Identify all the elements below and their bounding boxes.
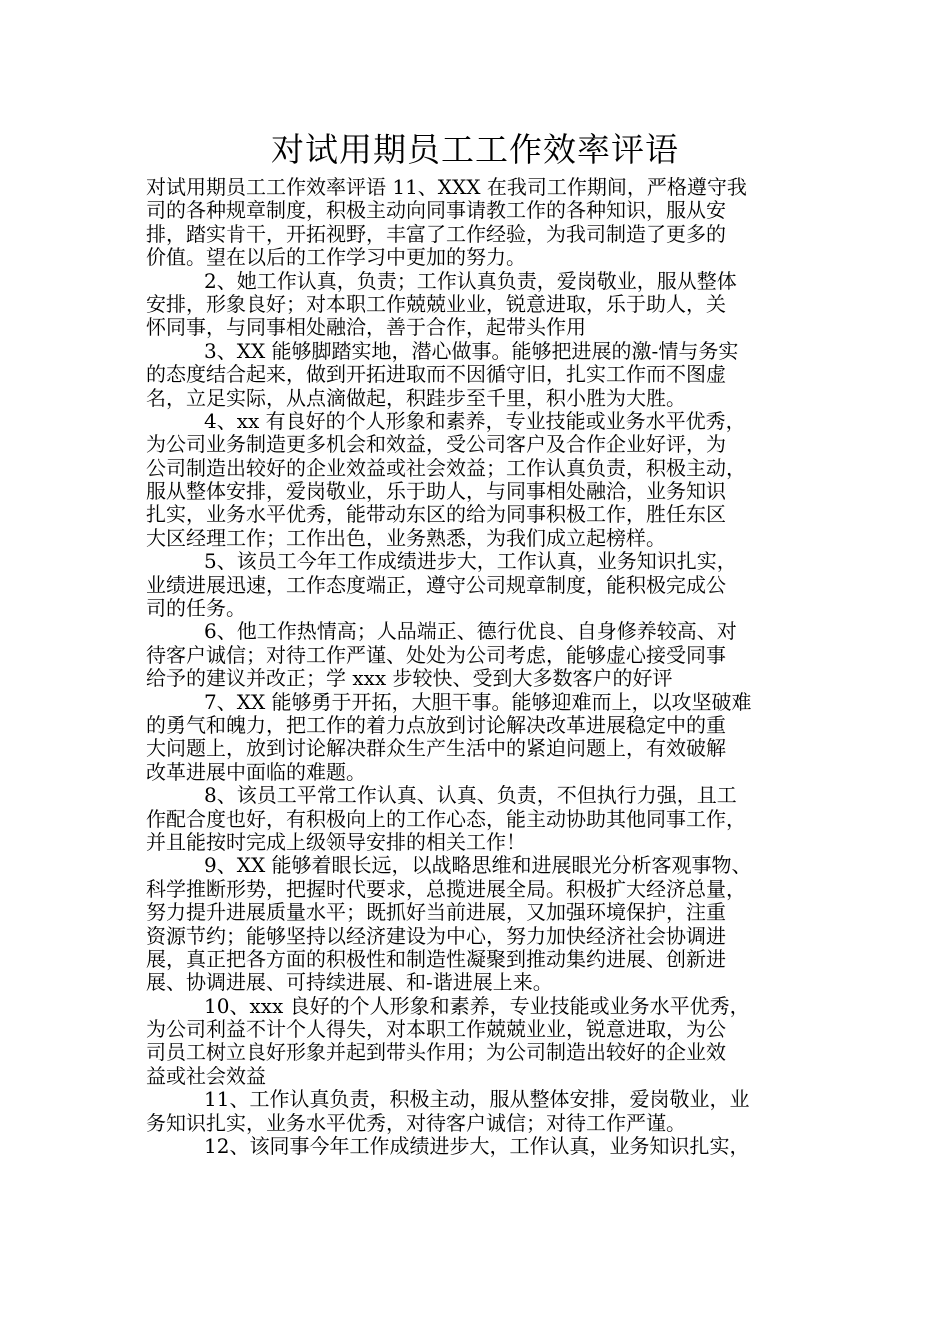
paragraph-line: 公司制造出较好的企业效益或社会效益；工作认真负责，积极主动，	[146, 455, 746, 480]
paragraph-line: 大问题上，放到讨论解决群众生产生活中的紧迫问题上，有效破解	[146, 736, 726, 761]
paragraph-line: 为公司业务制造更多机会和效益，受公司客户及合作企业好评，为	[146, 432, 726, 457]
paragraph	[146, 784, 812, 854]
paragraph-line: 8、该员工平常工作认真、认真、负责，不但执行力强，且工	[204, 783, 737, 808]
paragraph-line: 给予的建议并改正；学 xxx 步较快、受到大多数客户的好评	[146, 666, 673, 691]
paragraph-line: 名，立足实际，从点滴做起，积跬步至千里，积小胜为大胜。	[146, 385, 686, 410]
paragraph-line: 6、他工作热情高；人品端正、德行优良、自身修养较高、对	[204, 619, 737, 644]
paragraph-line: 4、xx 有良好的个人形象和素养，专业技能或业务水平优秀，	[204, 408, 746, 433]
paragraph-line: 为公司利益不计个人得失，对本职工作兢兢业业，锐意进取，为公	[146, 1017, 726, 1042]
paragraph-line: 努力提升进展质量水平；既抓好当前进展，又加强环境保护，注重	[146, 900, 726, 925]
paragraph	[146, 340, 812, 410]
paragraph-line: 2、她工作认真，负责；工作认真负责，爱岗敬业，服从整体	[204, 268, 737, 293]
paragraph-line: 的勇气和魄力，把工作的着力点放到讨论解决改革进展稳定中的重	[146, 712, 726, 737]
paragraph-line: 务知识扎实，业务水平优秀，对待客户诚信；对待工作严谨。	[146, 1110, 686, 1135]
paragraph-line: 业绩进展迅速，工作态度端正，遵守公司规章制度，能积极完成公	[146, 572, 726, 597]
paragraph	[146, 550, 812, 620]
paragraph	[146, 410, 812, 550]
paragraph	[146, 1135, 812, 1158]
paragraph-line: 作配合度也好，有积极向上的工作心态，能主动协助其他同事工作，	[146, 806, 746, 831]
paragraph-line: 3、XX 能够脚踏实地，潜心做事。能够把进展的激-情与务实	[204, 338, 739, 363]
paragraph	[146, 620, 812, 690]
paragraph-line: 安排，形象良好；对本职工作兢兢业业，锐意进取，乐于助人，关	[146, 291, 726, 316]
paragraph-line: 10、xxx 良好的个人形象和素养，专业技能或业务水平优秀，	[204, 993, 750, 1018]
document-body	[146, 176, 812, 1158]
paragraph-line: 的态度结合起来，做到开拓进取而不因循守旧，扎实工作而不图虚	[146, 362, 726, 387]
paragraph-line: 7、XX 能够勇于开拓，大胆干事。能够迎难而上，以攻坚破难	[204, 689, 752, 714]
paragraph	[146, 854, 812, 994]
paragraph-line: 12、该同事今年工作成绩进步大，工作认真，业务知识扎实，	[204, 1134, 750, 1159]
paragraph-line: 并且能按时完成上级领导安排的相关工作！	[146, 829, 526, 854]
paragraph-line: 大区经理工作；工作出色，业务熟悉，为我们成立起榜样。	[146, 525, 666, 550]
document-title: 对试用期员工工作效率评语	[271, 130, 679, 169]
paragraph-line: 对试用期员工工作效率评语 11、XXX 在我司工作期间，严格遵守我	[146, 175, 747, 199]
paragraph-line: 司的各种规章制度，积极主动向同事请教工作的各种知识，服从安	[146, 198, 726, 223]
paragraph-line: 服从整体安排，爱岗敬业，乐于助人，与同事相处融洽，业务知识	[146, 479, 726, 504]
paragraph-line: 11、工作认真负责，积极主动，服从整体安排，爱岗敬业，业	[204, 1087, 750, 1112]
paragraph-line: 待客户诚信；对待工作严谨、处处为公司考虑，能够虚心接受同事	[146, 642, 726, 667]
paragraph-line: 益或社会效益	[146, 1063, 266, 1088]
paragraph-line: 价值。望在以后的工作学习中更加的努力。	[146, 245, 526, 270]
paragraph-line: 司员工树立良好形象并起到带头作用；为公司制造出较好的企业效	[146, 1040, 726, 1065]
paragraph-line: 5、该员工今年工作成绩进步大，工作认真，业务知识扎实，	[204, 549, 737, 574]
paragraph	[146, 1088, 812, 1135]
paragraph-line: 扎实，业务水平优秀，能带动东区的给为同事积极工作，胜任东区	[146, 502, 726, 527]
paragraph-line: 展、协调进展、可持续进展、和-谐进展上来。	[146, 970, 553, 995]
paragraph	[146, 995, 812, 1089]
paragraph-line: 排，踏实肯干，开拓视野，丰富了工作经验，为我司制造了更多的	[146, 221, 726, 246]
paragraph	[146, 691, 812, 785]
paragraph-line: 展，真正把各方面的积极性和制造性凝聚到推动集约进展、创新进	[146, 946, 726, 971]
paragraph-line: 司的任务。	[146, 596, 246, 621]
paragraph	[146, 176, 812, 270]
paragraph-line: 资源节约；能够坚持以经济建设为中心，努力加快经济社会协调进	[146, 923, 726, 948]
paragraph	[146, 270, 812, 340]
paragraph-line: 科学推断形势，把握时代要求，总揽进展全局。积极扩大经济总量，	[146, 876, 746, 901]
paragraph-line: 怀同事，与同事相处融洽，善于合作，起带头作用	[146, 315, 586, 340]
paragraph-line: 改革进展中面临的难题。	[146, 759, 366, 784]
paragraph-line: 9、XX 能够着眼长远，以战略思维和进展眼光分析客观事物、	[204, 853, 752, 878]
